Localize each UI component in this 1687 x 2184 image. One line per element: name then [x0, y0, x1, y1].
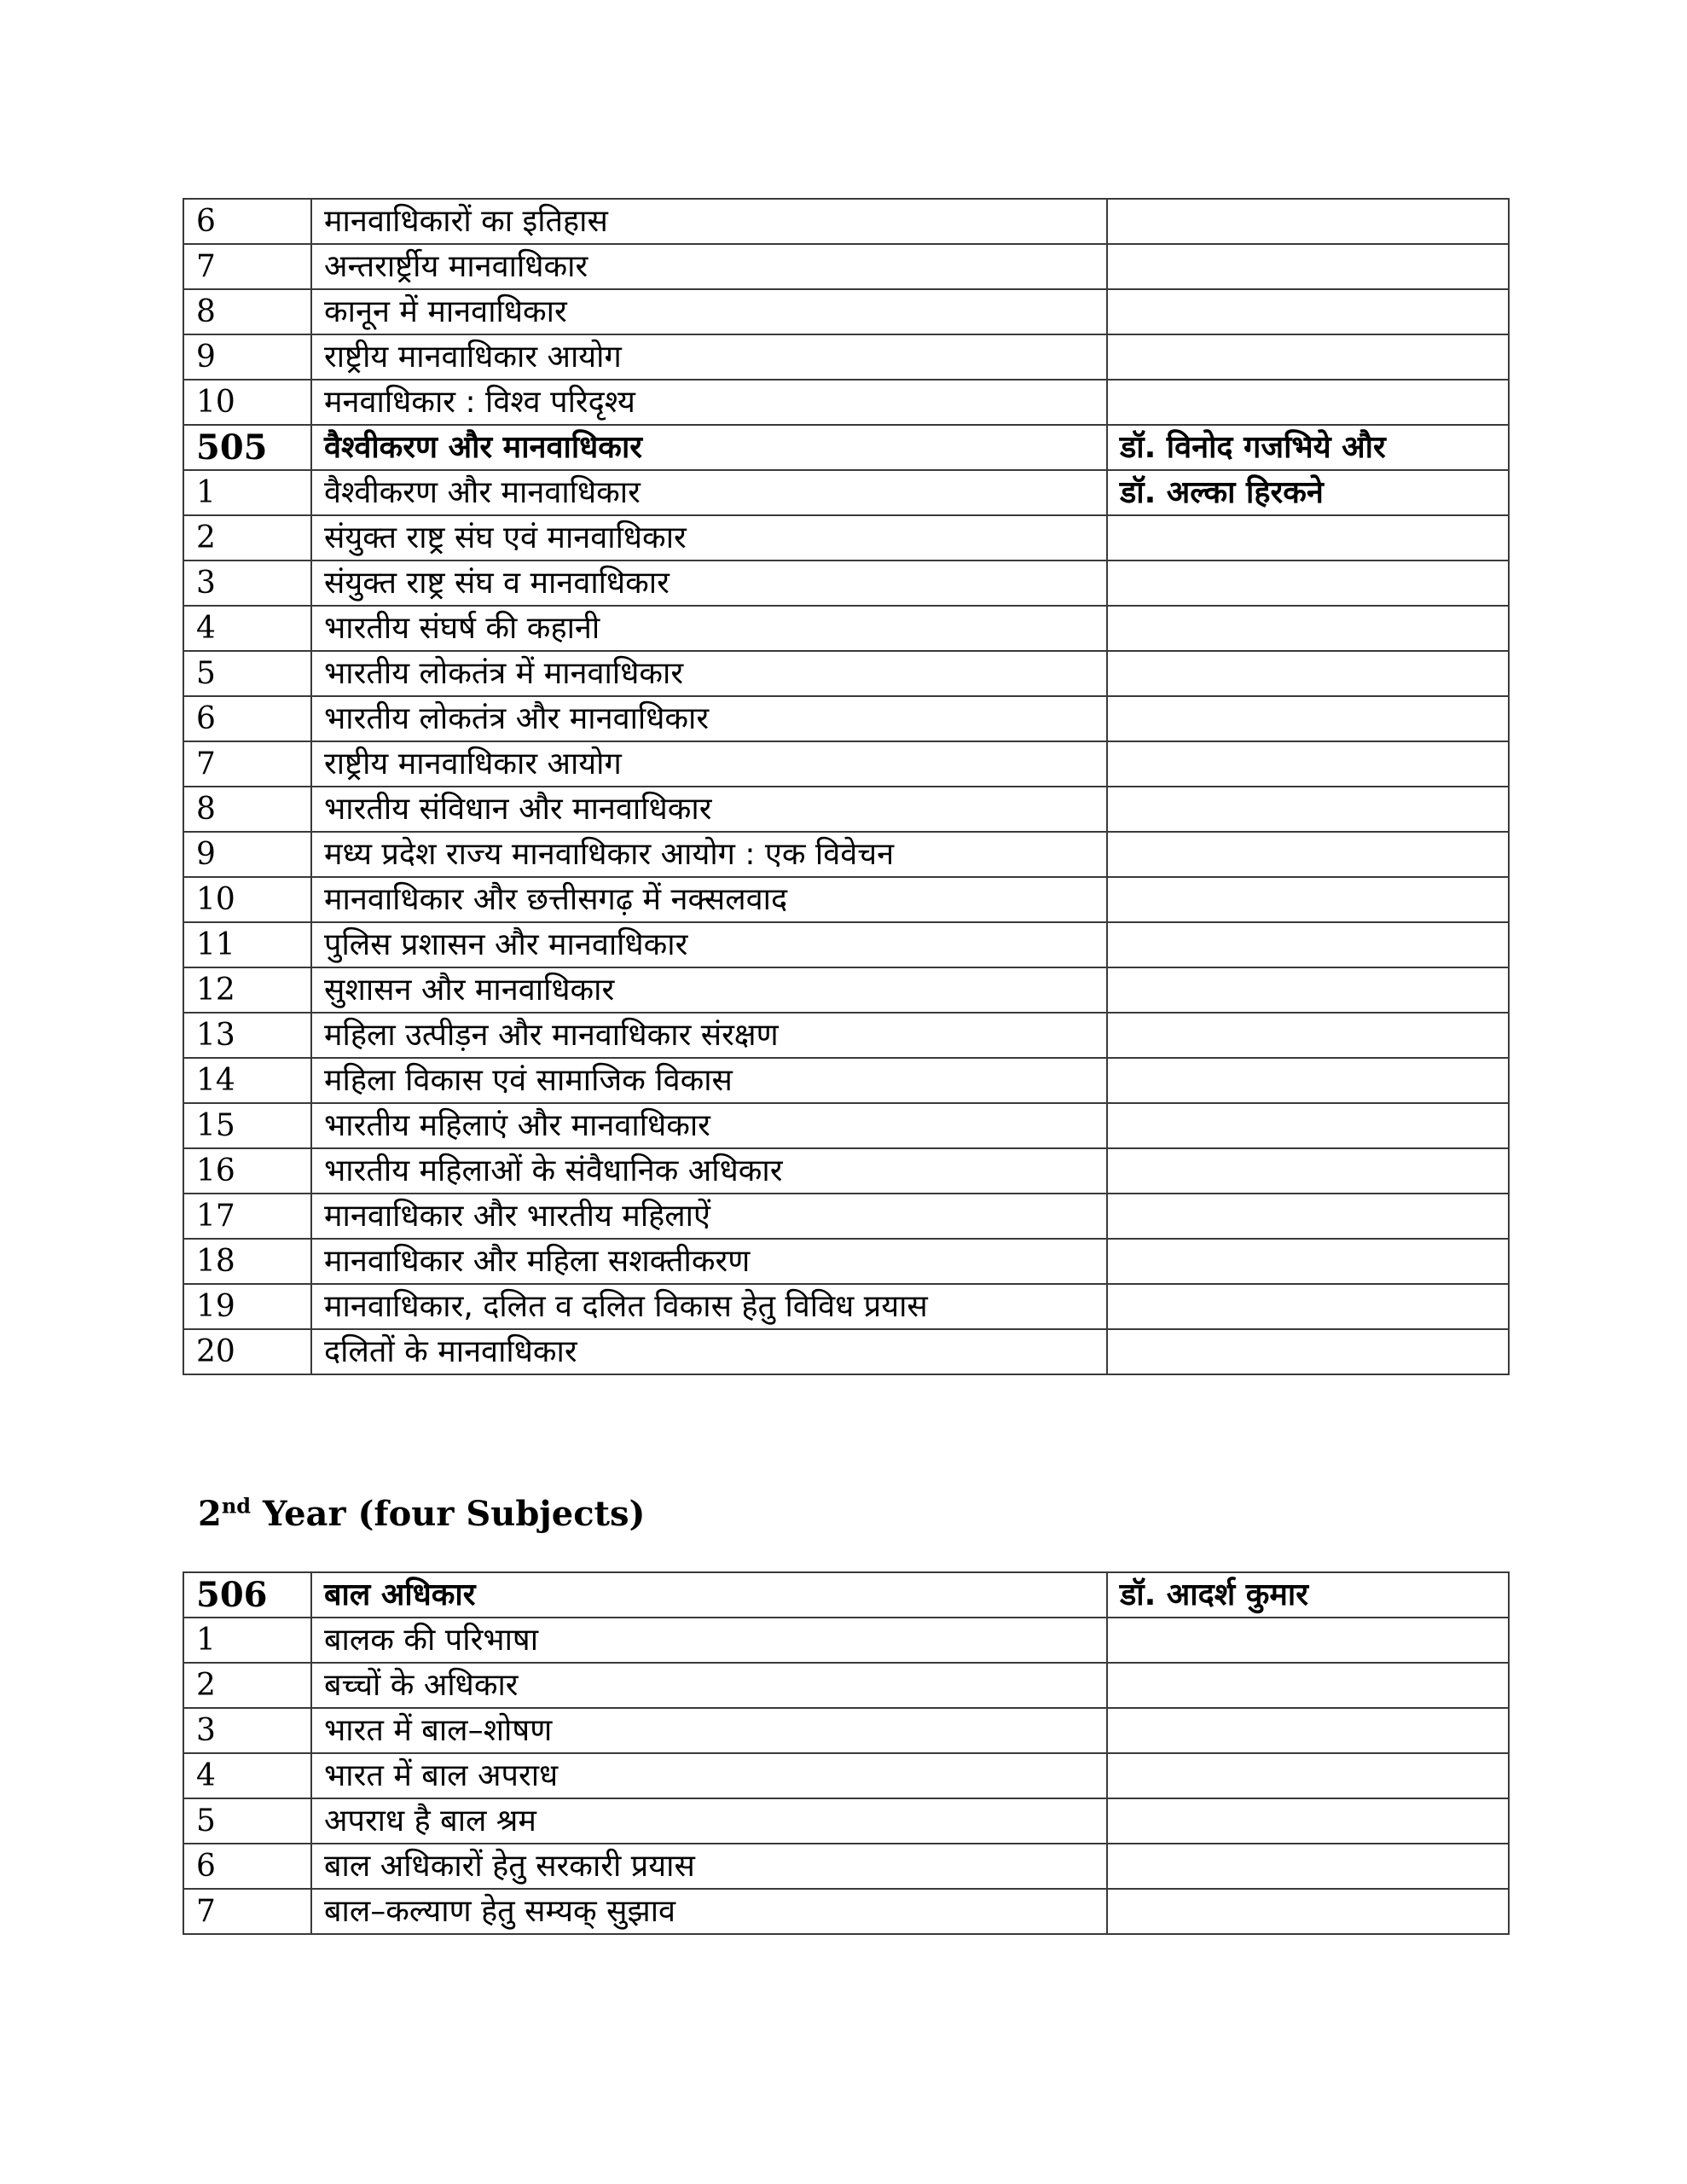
author-cell: [1107, 1148, 1509, 1194]
author-cell: [1107, 787, 1509, 832]
author-cell: [1107, 1708, 1509, 1753]
chapter-title-cell: मध्य प्रदेश राज्य मानवाधिकार आयोग : एक विवेचन: [311, 832, 1107, 877]
author-cell: [1107, 696, 1509, 741]
chapter-title-cell: भारत में बाल–शोषण: [311, 1708, 1107, 1753]
row-number-cell: 19: [183, 1284, 311, 1329]
chapter-title-cell: भारतीय महिलाओं के संवैधानिक अधिकार: [311, 1148, 1107, 1194]
author-cell: [1107, 1889, 1509, 1934]
chapter-title-cell: संयुक्त राष्ट्र संघ एवं मानवाधिकार: [311, 515, 1107, 561]
chapter-row: [183, 606, 1509, 651]
row-number-cell: 4: [183, 606, 311, 651]
heading-ordinal-suffix: nd: [221, 1493, 252, 1519]
author-cell: डॉ. विनोद गजभिये और: [1107, 425, 1509, 470]
row-number-cell: 15: [183, 1103, 311, 1148]
chapter-title-cell: मानवाधिकार और महिला सशक्तीकरण: [311, 1239, 1107, 1284]
subject-header-row: [183, 1572, 1509, 1618]
chapter-row: [183, 1889, 1509, 1934]
row-number-cell: 7: [183, 244, 311, 289]
chapter-title-cell: भारतीय लोकतंत्र में मानवाधिकार: [311, 651, 1107, 696]
row-number-cell: 17: [183, 1194, 311, 1239]
row-number-cell: 8: [183, 289, 311, 334]
chapter-title-cell: महिला उत्पीड़न और मानवाधिकार संरक्षण: [311, 1013, 1107, 1058]
row-number-cell: 14: [183, 1058, 311, 1103]
chapter-title-cell: राष्ट्रीय मानवाधिकार आयोग: [311, 334, 1107, 380]
chapter-row: [183, 967, 1509, 1013]
chapter-title-cell: भारतीय संविधान और मानवाधिकार: [311, 787, 1107, 832]
row-number-cell: 10: [183, 877, 311, 922]
chapter-row: [183, 1103, 1509, 1148]
chapter-row: [183, 1148, 1509, 1194]
chapter-row: [183, 1798, 1509, 1844]
author-cell: [1107, 832, 1509, 877]
chapter-row: [183, 561, 1509, 606]
row-number-cell: 10: [183, 380, 311, 425]
author-cell: [1107, 289, 1509, 334]
chapter-row: [183, 1013, 1509, 1058]
chapter-row: [183, 380, 1509, 425]
chapter-row: [183, 651, 1509, 696]
author-cell: [1107, 922, 1509, 967]
section-heading-second-year: [198, 1489, 645, 1540]
chapter-title-cell: दलितों के मानवाधिकार: [311, 1329, 1107, 1374]
row-number-cell: 506: [183, 1572, 311, 1618]
author-cell: [1107, 244, 1509, 289]
row-number-cell: 4: [183, 1753, 311, 1798]
row-number-cell: 2: [183, 515, 311, 561]
chapter-title-cell: वैश्वीकरण और मानवाधिकार: [311, 425, 1107, 470]
chapter-title-cell: मानवाधिकारों का इतिहास: [311, 199, 1107, 244]
chapter-title-cell: पुलिस प्रशासन और मानवाधिकार: [311, 922, 1107, 967]
chapter-title-cell: अपराध है बाल श्रम: [311, 1798, 1107, 1844]
chapter-row: [183, 787, 1509, 832]
row-number-cell: 7: [183, 741, 311, 787]
author-cell: [1107, 380, 1509, 425]
chapter-row: [183, 1663, 1509, 1708]
chapter-row: [183, 515, 1509, 561]
author-cell: [1107, 1284, 1509, 1329]
author-cell: [1107, 561, 1509, 606]
chapter-title-cell: बच्चों के अधिकार: [311, 1663, 1107, 1708]
author-cell: [1107, 1194, 1509, 1239]
author-cell: [1107, 1798, 1509, 1844]
chapter-title-cell: बाल अधिकारों हेतु सरकारी प्रयास: [311, 1844, 1107, 1889]
chapter-row: [183, 1194, 1509, 1239]
chapter-row: [183, 922, 1509, 967]
row-number-cell: 13: [183, 1013, 311, 1058]
heading-text: Year (four Subjects): [251, 1494, 646, 1534]
chapter-title-cell: भारतीय संघर्ष की कहानी: [311, 606, 1107, 651]
row-number-cell: 3: [183, 561, 311, 606]
chapter-title-cell: वैश्वीकरण और मानवाधिकार: [311, 470, 1107, 515]
chapter-row: [183, 334, 1509, 380]
author-cell: [1107, 1844, 1509, 1889]
row-number-cell: 12: [183, 967, 311, 1013]
chapter-title-cell: मानवाधिकार, दलित व दलित विकास हेतु विविध प्रयास: [311, 1284, 1107, 1329]
author-cell: डॉ. अल्का हिरकने: [1107, 470, 1509, 515]
row-number-cell: 3: [183, 1708, 311, 1753]
chapter-row: [183, 832, 1509, 877]
chapter-row: [183, 470, 1509, 515]
chapter-row: [183, 1239, 1509, 1284]
row-number-cell: 9: [183, 334, 311, 380]
row-number-cell: 1: [183, 470, 311, 515]
chapter-row: [183, 1058, 1509, 1103]
chapter-title-cell: सुशासन और मानवाधिकार: [311, 967, 1107, 1013]
chapter-row: [183, 1844, 1509, 1889]
row-number-cell: 9: [183, 832, 311, 877]
author-cell: [1107, 1618, 1509, 1663]
chapter-title-cell: मानवाधिकार और छत्तीसगढ़ में नक्सलवाद: [311, 877, 1107, 922]
chapter-row: [183, 1329, 1509, 1374]
chapter-title-cell: मानवाधिकार और भारतीय महिलाऐं: [311, 1194, 1107, 1239]
author-cell: [1107, 877, 1509, 922]
author-cell: [1107, 1013, 1509, 1058]
chapter-title-cell: संयुक्त राष्ट्र संघ व मानवाधिकार: [311, 561, 1107, 606]
chapter-row: [183, 1708, 1509, 1753]
chapter-row: [183, 1284, 1509, 1329]
row-number-cell: 1: [183, 1618, 311, 1663]
chapter-row: [183, 199, 1509, 244]
subject-table-second-year: [183, 1571, 1510, 1935]
author-cell: [1107, 1663, 1509, 1708]
subject-header-row: [183, 425, 1509, 470]
subject-table-first-year: [183, 198, 1510, 1375]
author-cell: [1107, 1103, 1509, 1148]
chapter-title-cell: भारतीय महिलाएं और मानवाधिकार: [311, 1103, 1107, 1148]
row-number-cell: 5: [183, 651, 311, 696]
chapter-title-cell: भारत में बाल अपराध: [311, 1753, 1107, 1798]
author-cell: [1107, 515, 1509, 561]
chapter-title-cell: अन्तरार्ष्ट्रीय मानवाधिकार: [311, 244, 1107, 289]
chapter-row: [183, 741, 1509, 787]
row-number-cell: 7: [183, 1889, 311, 1934]
author-cell: [1107, 967, 1509, 1013]
author-cell: [1107, 199, 1509, 244]
chapter-title-cell: राष्ट्रीय मानवाधिकार आयोग: [311, 741, 1107, 787]
author-cell: [1107, 1239, 1509, 1284]
row-number-cell: 18: [183, 1239, 311, 1284]
chapter-row: [183, 696, 1509, 741]
chapter-title-cell: बाल अधिकार: [311, 1572, 1107, 1618]
row-number-cell: 16: [183, 1148, 311, 1194]
chapter-title-cell: बालक की परिभाषा: [311, 1618, 1107, 1663]
author-cell: डॉ. आदर्श कुमार: [1107, 1572, 1509, 1618]
row-number-cell: 8: [183, 787, 311, 832]
chapter-title-cell: मनवाधिकार : विश्व परिदृश्य: [311, 380, 1107, 425]
row-number-cell: 6: [183, 1844, 311, 1889]
row-number-cell: 2: [183, 1663, 311, 1708]
chapter-title-cell: महिला विकास एवं सामाजिक विकास: [311, 1058, 1107, 1103]
chapter-title-cell: कानून में मानवाधिकार: [311, 289, 1107, 334]
chapter-title-cell: बाल–कल्याण हेतु सम्यक् सुझाव: [311, 1889, 1107, 1934]
row-number-cell: 11: [183, 922, 311, 967]
row-number-cell: 6: [183, 696, 311, 741]
heading-ordinal-number: 2: [198, 1494, 222, 1534]
author-cell: [1107, 1753, 1509, 1798]
chapter-row: [183, 1618, 1509, 1663]
chapter-row: [183, 289, 1509, 334]
chapter-row: [183, 1753, 1509, 1798]
row-number-cell: 505: [183, 425, 311, 470]
author-cell: [1107, 606, 1509, 651]
author-cell: [1107, 1329, 1509, 1374]
author-cell: [1107, 334, 1509, 380]
table-body: [183, 199, 1509, 1374]
row-number-cell: 20: [183, 1329, 311, 1374]
chapter-title-cell: भारतीय लोकतंत्र और मानवाधिकार: [311, 696, 1107, 741]
author-cell: [1107, 651, 1509, 696]
row-number-cell: 5: [183, 1798, 311, 1844]
chapter-row: [183, 244, 1509, 289]
author-cell: [1107, 741, 1509, 787]
row-number-cell: 6: [183, 199, 311, 244]
author-cell: [1107, 1058, 1509, 1103]
chapter-row: [183, 877, 1509, 922]
table-body: [183, 1572, 1509, 1934]
